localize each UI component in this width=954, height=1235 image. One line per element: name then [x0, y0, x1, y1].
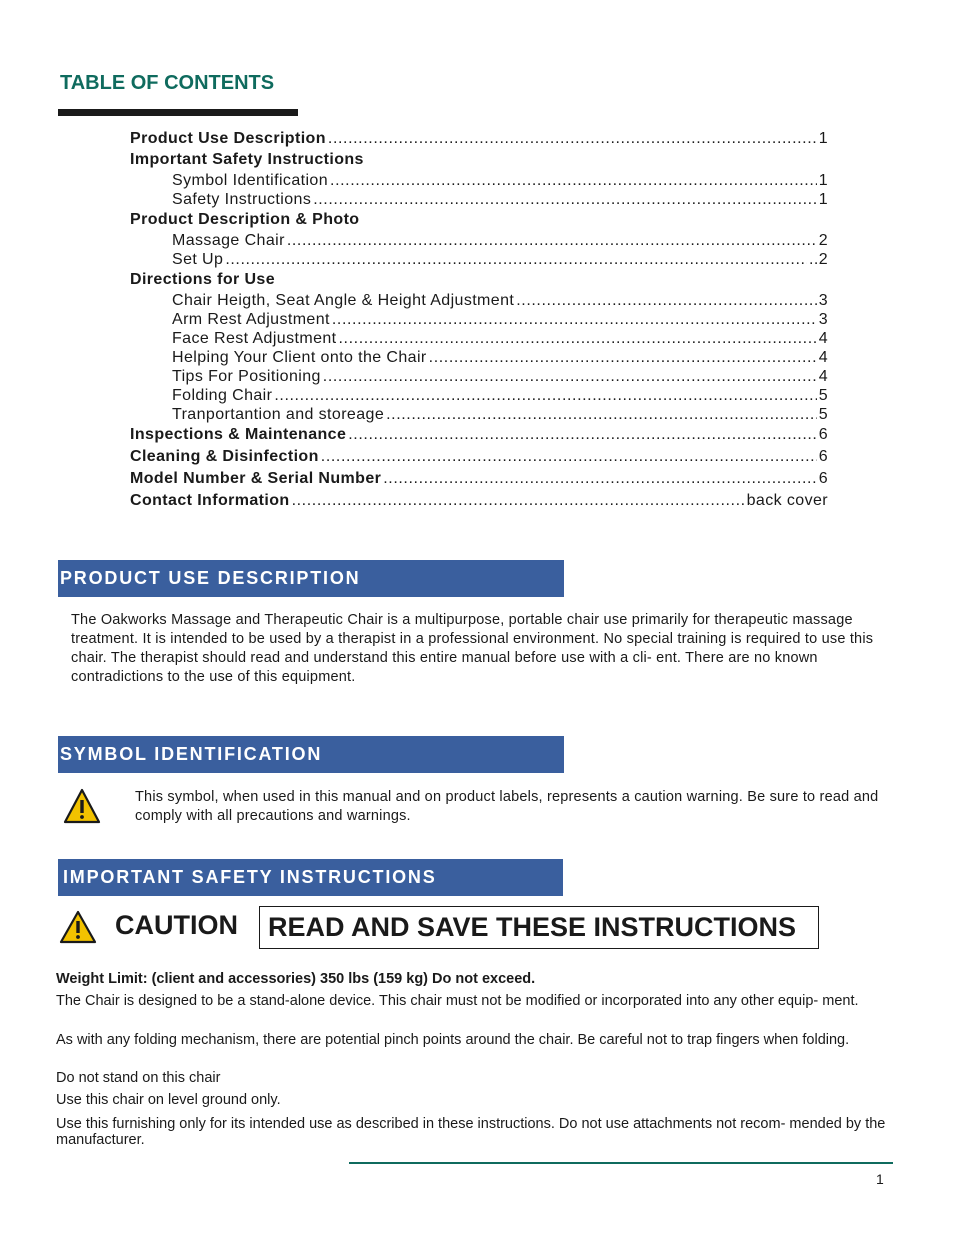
- toc-entry-page: 6: [818, 448, 828, 465]
- toc-entry-label: Tranportantion and storeage: [172, 406, 385, 423]
- caution-label: CAUTION: [115, 910, 238, 940]
- toc-subsection-entry: [130, 291, 828, 310]
- toc-title: TABLE OF CONTENTS: [60, 72, 275, 94]
- toc-entry-label: Cleaning & Disinfection: [130, 448, 319, 465]
- table-of-contents: [130, 128, 828, 512]
- toc-entry-label: Model Number & Serial Number: [130, 470, 382, 487]
- toc-subsection-entry: [130, 190, 828, 209]
- caution-triangle-icon: [59, 910, 97, 944]
- toc-entry-label: Symbol Identification: [172, 172, 329, 189]
- toc-leader-dots: [225, 250, 807, 269]
- footer-divider: [349, 1162, 893, 1164]
- toc-section-entry: [130, 446, 828, 468]
- toc-entry-label: Helping Your Client onto the Chair: [172, 349, 427, 366]
- toc-leader-dots: [287, 231, 817, 250]
- product-use-heading: PRODUCT USE DESCRIPTION: [58, 560, 564, 597]
- toc-entry-label: Folding Chair: [172, 387, 273, 404]
- toc-entry-page: 5: [818, 387, 828, 404]
- toc-section-entry: [130, 490, 828, 512]
- warning-triangle-icon: [63, 788, 101, 824]
- toc-entry-label: Safety Instructions: [172, 191, 312, 208]
- toc-entry-page: 5: [818, 406, 828, 423]
- toc-section-entry: [130, 209, 828, 231]
- weight-limit-text: Weight Limit: (client and accessories) 350 lbs (159 kg) Do not exceed.: [56, 971, 536, 987]
- toc-leader-dots: [330, 171, 817, 190]
- toc-entry-page: back cover: [746, 492, 828, 509]
- toc-leader-dots: [292, 490, 745, 512]
- toc-leader-dots: [348, 424, 816, 446]
- toc-entry-label: Arm Rest Adjustment: [172, 311, 330, 328]
- toc-leader-dots: [332, 310, 817, 329]
- toc-leader-dots: [429, 348, 817, 367]
- toc-entry-page: 4: [818, 330, 828, 347]
- toc-entry-page: 4: [818, 349, 828, 366]
- toc-leader-dots: [386, 405, 817, 424]
- product-use-body: The Oakworks Massage and Therapeutic Chair is a multipurpose, portable chair use primarily for therapeutic massage treatment. It is intended to be used by a therapist in a professional environment. No special training is required to use this chair. The therapist should read and understand this entire manual before use with a cli- ent. There are no known contradictions to the use of this equipment.: [71, 612, 874, 685]
- toc-subsection-entry: [130, 405, 828, 424]
- toc-divider: [58, 109, 298, 116]
- toc-entry-page: ..2: [809, 251, 828, 268]
- toc-entry-label: Set Up: [172, 251, 224, 268]
- toc-subsection-entry: [130, 348, 828, 367]
- toc-leader-dots: [313, 190, 816, 209]
- toc-leader-dots: [339, 329, 817, 348]
- toc-subsection-entry: [130, 329, 828, 348]
- toc-entry-page: 6: [818, 426, 828, 443]
- toc-entry-label: Massage Chair: [172, 232, 285, 249]
- toc-entry-label: Chair Heigth, Seat Angle & Height Adjustment: [172, 292, 515, 309]
- toc-leader-dots: [323, 367, 817, 386]
- symbol-identification-body: This symbol, when used in this manual and on product labels, represents a caution warning. Be sure to read and comply with all precautions and warnings.: [135, 789, 879, 824]
- safety-instructions-heading: IMPORTANT SAFETY INSTRUCTIONS: [58, 859, 563, 896]
- toc-entry-page: 1: [818, 191, 828, 208]
- toc-leader-dots: [328, 128, 817, 149]
- safety-item: As with any folding mechanism, there are potential pinch points around the chair. Be careful not to trap fingers when folding.: [56, 1032, 850, 1048]
- toc-entry-page: 6: [818, 470, 828, 487]
- toc-entry-label: Product Use Description: [130, 130, 326, 147]
- toc-entry-label: Product Description & Photo: [130, 211, 360, 228]
- safety-item: Do not stand on this chair: [56, 1070, 221, 1086]
- toc-entry-page: 3: [818, 292, 828, 309]
- read-save-banner: READ AND SAVE THESE INSTRUCTIONS: [259, 906, 819, 949]
- toc-section-entry: [130, 149, 828, 171]
- toc-entry-page: 4: [818, 368, 828, 385]
- toc-entry-page: 3: [818, 311, 828, 328]
- toc-entry-label: Directions for Use: [130, 271, 276, 288]
- toc-leader-dots: [383, 468, 816, 490]
- toc-entry-page: 1: [818, 172, 828, 189]
- toc-section-entry: [130, 128, 828, 149]
- toc-subsection-entry: [130, 310, 828, 329]
- symbol-identification-heading: SYMBOL IDENTIFICATION: [58, 736, 564, 773]
- safety-item: Use this furnishing only for its intended use as described in these instructions. Do not use attachments not recom- mended by the manufacturer.: [56, 1116, 886, 1148]
- toc-subsection-entry: [130, 231, 828, 250]
- safety-item: The Chair is designed to be a stand-alone device. This chair must not be modified or incorporated into any other equip- ment.: [56, 993, 859, 1009]
- toc-leader-dots: [516, 291, 816, 310]
- safety-item: Use this chair on level ground only.: [56, 1092, 281, 1108]
- toc-entry-label: Inspections & Maintenance: [130, 426, 347, 443]
- toc-section-entry: [130, 468, 828, 490]
- toc-entry-label: Tips For Positioning: [172, 368, 321, 385]
- toc-leader-dots: [321, 446, 817, 468]
- toc-leader-dots: [274, 386, 816, 405]
- toc-entry-label: Contact Information: [130, 492, 290, 509]
- page-number: 1: [876, 1171, 884, 1187]
- toc-entry-page: 1: [818, 130, 828, 147]
- toc-entry-page: 2: [818, 232, 828, 249]
- toc-subsection-entry: [130, 367, 828, 386]
- toc-section-entry: [130, 424, 828, 446]
- toc-entry-label: Face Rest Adjustment: [172, 330, 337, 347]
- toc-subsection-entry: [130, 386, 828, 405]
- toc-subsection-entry: [130, 250, 828, 269]
- toc-subsection-entry: [130, 171, 828, 190]
- toc-entry-label: Important Safety Instructions: [130, 151, 364, 168]
- toc-section-entry: [130, 269, 828, 291]
